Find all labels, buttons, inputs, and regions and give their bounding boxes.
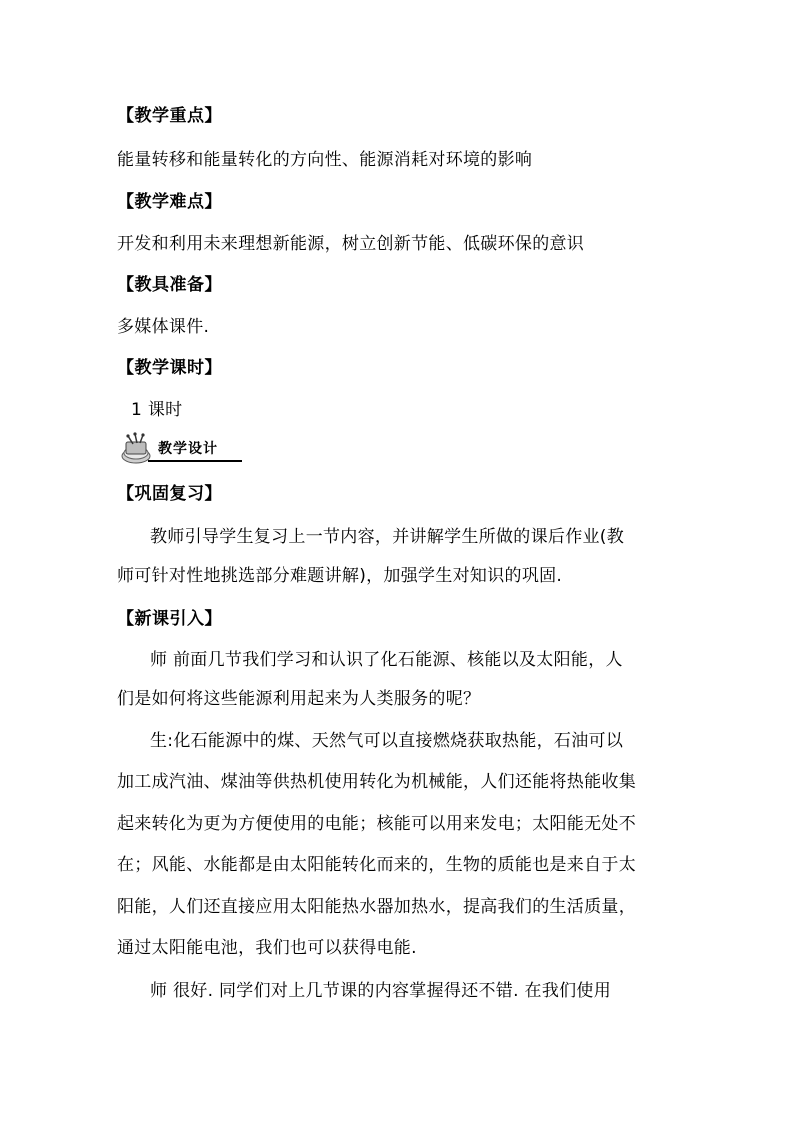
- intro-p1-line-2: 们是如何将这些能源利用起来为人类服务的呢？: [117, 689, 481, 709]
- teaching-design-banner: [118, 432, 242, 466]
- hours-heading: 【教学课时】: [117, 358, 222, 378]
- tools-text: 多媒体课件.: [117, 317, 210, 337]
- intro-heading: 【新课引入】: [117, 609, 222, 629]
- difficulties-text: 开发和利用未来理想新能源，树立创新节能、低碳环保的意识: [117, 234, 585, 254]
- banner-label: 教学设计: [158, 441, 218, 457]
- difficulties-heading: 【教学难点】: [117, 192, 222, 212]
- intro-p2-line-6: 通过太阳能电池，我们也可以获得电能.: [117, 938, 417, 958]
- key-points-heading: 【教学重点】: [117, 106, 222, 126]
- intro-p2-line-4: 在；风能、水能都是由太阳能转化而来的，生物的质能也是来自于太: [117, 855, 636, 875]
- review-line-2: 师可针对性地挑选部分难题讲解)，加强学生对知识的巩固.: [117, 566, 563, 586]
- intro-p2-line-3: 起来转化为更为方便使用的电能；核能可以用来发电；太阳能无处不: [117, 814, 636, 834]
- intro-p2-line-1: 生:化石能源中的煤、天然气可以直接燃烧获取热能，石油可以: [150, 731, 624, 751]
- intro-p2-line-2: 加工成汽油、煤油等供热机使用转化为机械能，人们还能将热能收集: [117, 772, 636, 792]
- tools-heading: 【教具准备】: [117, 275, 222, 295]
- banner-underline: [148, 460, 242, 462]
- hours-text: 1 课时: [131, 400, 183, 420]
- intro-p1-line-1: 师 前面几节我们学习和认识了化石能源、核能以及太阳能，人: [150, 650, 623, 670]
- review-line-1: 教师引导学生复习上一节内容，并讲解学生所做的课后作业(教: [150, 527, 625, 547]
- intro-p3-line-1: 师 很好. 同学们对上几节课的内容掌握得还不错. 在我们使用: [150, 981, 612, 1001]
- review-heading: 【巩固复习】: [117, 484, 222, 504]
- intro-p2-line-5: 阳能，人们还直接应用太阳能热水器加热水，提高我们的生活质量，: [117, 897, 636, 917]
- key-points-text: 能量转移和能量转化的方向性、能源消耗对环境的影响: [117, 150, 533, 170]
